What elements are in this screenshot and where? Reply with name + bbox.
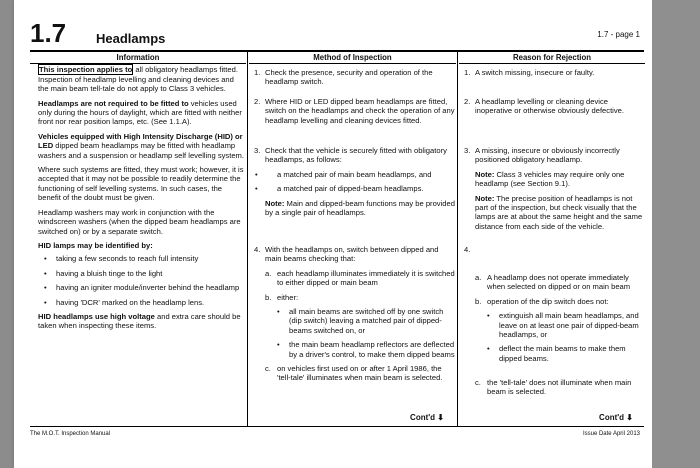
method-item-3: 3. Check that the vehicle is securely fitted with obligatory headlamps, as follows:	[254, 146, 447, 165]
method-header: Method of Inspection	[249, 51, 456, 64]
information-header: Information	[30, 51, 246, 64]
method-item-4b-bullet: • all main beams are switched off by one switch (dip switch) leaving a matched pair of dipped-beams switched on, or	[249, 307, 456, 335]
info-paragraph: This inspection applies to all obligatory headlamps fitted. Inspection of headlamp levelling and cleaning devices and the main beam tell-tale do not apply to Class 3 vehicles.	[38, 65, 238, 94]
method-item-4a: a. each headlamp illuminates immediately it is switched to either dipped or main beam	[265, 268, 455, 288]
method-item-3-bullet: • a matched pair of main beam headlamps, and	[249, 170, 456, 179]
info-paragraph: Vehicles equipped with High Intensity Discharge (HID) or LED dipped beam headlamps may be fitted with headlamp washers and a suspension or headlamp self levelling system.	[38, 131, 244, 160]
reason-item-1: 1. A switch missing, insecure or faulty.	[464, 68, 595, 77]
reason-header: Reason for Rejection	[459, 51, 645, 64]
reason-item-3: 3. A missing, insecure or obviously incorrectly positioned obligatory headlamp.	[464, 146, 620, 165]
hid-bullet: • taking a few seconds to reach full intensity	[38, 254, 244, 263]
method-item-4: 4. With the headlamps on, switch between dipped and main beams checking that:	[254, 245, 439, 264]
reason-item-4b: b. operation of the dip switch does not:	[475, 296, 609, 306]
method-item-4b: b. either:	[265, 292, 299, 302]
info-paragraph: Headlamp washers may work in conjunction with the windscreen washers (when the dipped beam headlamps are switched on) or by a separate switch.	[38, 207, 241, 236]
down-arrow-icon: ⬇	[626, 412, 633, 422]
reason-note: Note: Class 3 vehicles may require only one headlamp (see Section 9.1).	[475, 169, 625, 189]
info-paragraph: HID headlamps use high voltage and extra care should be taken when inspecting these items.	[38, 311, 241, 331]
method-item-4b-bullet: • the main beam headlamp reflectors are deflected by a driver's control, to make them dipped beams	[249, 340, 456, 359]
method-item-1: 1. Check the presence, security and operation of the headlamp switch.	[254, 68, 433, 87]
info-paragraph: Where such systems are fitted, they must work; however, it is accepted that it may not be possible to readily determine the functioning of self levelling systems. In such cases, the benefit of the doubt must be given.	[38, 165, 244, 203]
reason-item-2: 2. A headlamp levelling or cleaning device inoperative or otherwise obviously defective.	[464, 97, 625, 116]
method-item-2: 2. Where HID or LED dipped beam headlamps are fitted, switch on the headlamps and check the operation of any headlamp levelling and cleaning devices fitted.	[254, 97, 455, 125]
info-paragraph: Headlamps are not required to be fitted to vehicles used only during the hours of daylight, which are fitted with neither front nor rear position lamps, etc. (See 1.1.A).	[38, 98, 242, 127]
footer-rule	[30, 426, 644, 427]
section-title: Headlamps	[96, 31, 166, 46]
reason-note: Note: The precise position of headlamps is not part of the inspection, but check visually that the lamps are at about the same height and the same distance from each side of the vehicle.	[475, 193, 643, 231]
reason-column: Reason for Rejection 1. A switch missing, insecure or faulty. 2. A headlamp levelling or cleaning device inoperative or otherwise obviously defective. 3. A missing, insecure or obviously incorrectly positioned obligatory headlamp. Note: Class 3 vehicles may require only one headlamp (see Section 9.1). Note: The precise position of headlamps is not part of the inspection, but check visually that the lamps are at about the same height and the same distance from each side of the vehicle. 4. a. A headlamp does not operate immediately when selected on dipped or on main beam b. operation of the dip switch does not: • extinguish all main beam headlamps, and leave on at least one pair of dipped-beam headlamps, or • deflect the main beams to make them dipped beams. c. the 'tell-tale' does not illuminate when main beam is selected. Cont'd ⬇	[459, 51, 645, 426]
reason-item-4b-bullet: • deflect the main beams to make them dipped beams.	[459, 344, 645, 363]
method-continued: Cont'd ⬇	[410, 412, 444, 422]
method-item-3-bullet: • a matched pair of dipped-beam headlamps.	[249, 184, 456, 193]
hid-heading: HID lamps may be identified by:	[38, 240, 153, 250]
column-divider	[247, 51, 248, 426]
document-page	[14, 0, 652, 468]
inspection-table	[30, 51, 644, 426]
hid-bullet: • having a bluish tinge to the light	[38, 269, 244, 278]
page-reference: 1.7 - page 1	[597, 30, 640, 39]
hid-bullet: • having an igniter module/inverter behind the headlamp	[38, 283, 244, 292]
reason-item-4a: a. A headlamp does not operate immediately when selected on dipped or on main beam	[475, 273, 631, 292]
method-item-3-note: Note: Main and dipped-beam functions may be provided by a single pair of headlamps.	[265, 198, 455, 218]
down-arrow-icon: ⬇	[437, 412, 444, 422]
hid-bullet: • having 'DCR' marked on the headlamp lens.	[38, 298, 244, 307]
viewer-background	[652, 0, 700, 468]
method-item-4c: c. on vehicles first used on or after 1 April 1986, the 'tell-tale' illuminates when main beam is selected.	[265, 364, 443, 383]
footer-manual-title: The M.O.T. Inspection Manual	[30, 431, 111, 437]
method-column	[249, 51, 456, 426]
information-column	[30, 51, 246, 426]
reason-continued: Cont'd ⬇	[599, 412, 633, 422]
section-number: 1.7	[30, 18, 67, 48]
reason-item-4b-bullet: • extinguish all main beam headlamps, and leave on at least one pair of dipped-beam headlamps, or	[459, 311, 645, 339]
column-divider	[457, 51, 458, 426]
reason-item-4c: c. the 'tell-tale' does not illuminate when main beam is selected.	[475, 378, 632, 397]
footer-issue-date: Issue Date April 2013	[582, 431, 640, 437]
